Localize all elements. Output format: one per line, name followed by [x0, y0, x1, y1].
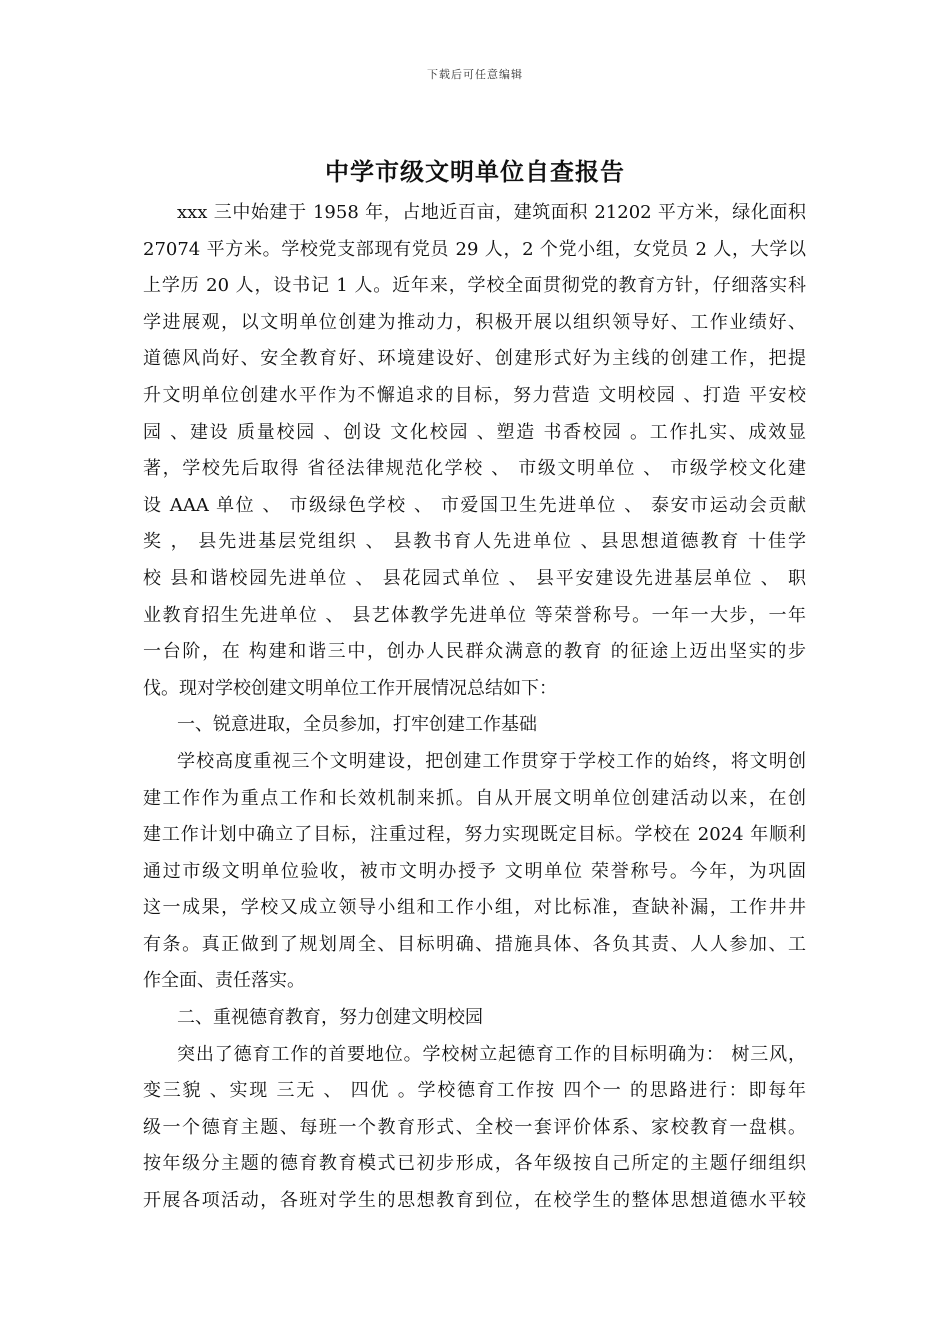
text-line: 奖 ， 县先进基层党组织 、 县教书育人先进单位 、县思想道德教育 十佳学	[143, 531, 806, 553]
text-line: 作全面、责任落实。	[143, 970, 305, 992]
text-line: 通过市级文明单位验收，被市文明办授予 文明单位 荣誉称号。今年，为巩固	[143, 860, 806, 882]
text-line: 这一成果，学校又成立领导小组和工作小组，对比标准，查缺补漏，工作井井	[143, 897, 806, 919]
text-line: 学进展观，以文明单位创建为推动力，积极开展以组织领导好、工作业绩好、	[143, 311, 806, 333]
text-line: 道德风尚好、安全教育好、环境建设好、创建形式好为主线的创建工作，把提	[143, 348, 806, 370]
section-heading: 一、锐意进取，全员参加，打牢创建工作基础	[177, 714, 537, 736]
text-line: 业教育招生先进单位 、 县艺体教学先进单位 等荣誉称号。一年一大步，一年	[143, 604, 806, 626]
text-line: 变三貌 、实现 三无 、 四优 。学校德育工作按 四个一 的思路进行：即每年	[143, 1080, 806, 1102]
text-line: 开展各项活动，各班对学生的思想教育到位，在校学生的整体思想道德水平较	[143, 1190, 806, 1212]
section-heading: 二、重视德育教育，努力创建文明校园	[177, 1007, 483, 1029]
text-line: 著，学校先后取得 省径法律规范化学校 、 市级文明单位 、 市级学校文化建	[143, 458, 806, 480]
text-line: 设 AAA 单位 、 市级绿色学校 、 市爱国卫生先进单位 、 泰安市运动会贡献	[143, 494, 806, 516]
text-line: 级一个德育主题、每班一个教育形式、全校一套评价体系、家校教育一盘棋。	[143, 1116, 806, 1138]
text-line: 升文明单位创建水平作为不懈追求的目标，努力营造 文明校园 、打造 平安校	[143, 384, 806, 406]
text-line: 建工作作为重点工作和长效机制来抓。自从开展文明单位创建活动以来，在创	[143, 787, 806, 809]
text-line: 突出了德育工作的首要地位。学校树立起德育工作的目标明确为： 树三风，	[177, 1043, 806, 1065]
text-line: 建工作计划中确立了目标，注重过程，努力实现既定目标。学校在 2024 年顺利	[143, 824, 806, 846]
text-line: 上学历 20 人，设书记 1 人。近年来，学校全面贯彻党的教育方针，仔细落实科	[143, 275, 806, 297]
document-body	[143, 195, 806, 1220]
document-title: 中学市级文明单位自查报告	[325, 157, 625, 186]
text-line: 园 、建设 质量校园 、创设 文化校园 、塑造 书香校园 。工作扎实、成效显	[143, 421, 806, 443]
text-line: 有条。真正做到了规划周全、目标明确、措施具体、各负其责、人人参加、工	[143, 933, 806, 955]
text-line: 校 县和谐校园先进单位 、 县花园式单位 、 县平安建设先进基层单位 、 职	[143, 567, 806, 589]
text-line: 伐。现对学校创建文明单位工作开展情况总结如下：	[143, 677, 557, 699]
text-line: xxx 三中始建于 1958 年，占地近百亩，建筑面积 21202 平方米，绿化面积	[177, 202, 806, 223]
header-note: 下载后可任意编辑	[427, 68, 523, 81]
text-line: 27074 平方米。学校党支部现有党员 29 人，2 个党小组，女党员 2 人，大学以	[143, 238, 806, 260]
text-line: 按年级分主题的德育教育模式已初步形成，各年级按自己所定的主题仔细组织	[143, 1153, 806, 1175]
text-line: 学校高度重视三个文明建设，把创建工作贯穿于学校工作的始终，将文明创	[177, 750, 806, 772]
text-line: 一台阶，在 构建和谐三中，创办人民群众满意的教育 的征途上迈出坚实的步	[143, 641, 806, 663]
